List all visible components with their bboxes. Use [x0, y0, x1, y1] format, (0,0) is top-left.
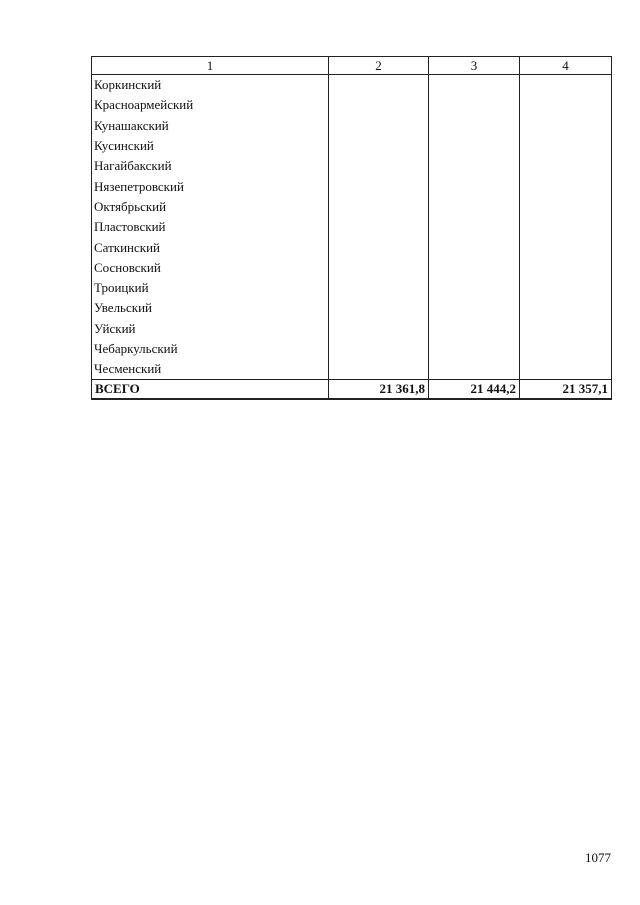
value-cell [429, 217, 520, 237]
column-header-3: 3 [429, 57, 520, 75]
page-number: 1077 [585, 850, 611, 865]
value-cell [329, 359, 429, 380]
value-cell [329, 298, 429, 318]
table-row [92, 116, 612, 136]
value-cell [520, 95, 612, 115]
table-row [92, 75, 612, 96]
column-header-2: 2 [329, 57, 429, 75]
value-cell [520, 339, 612, 359]
district-name: Чебаркульский [92, 339, 329, 359]
table-row [92, 156, 612, 176]
total-value-3: 21 444,2 [429, 380, 520, 400]
value-cell [520, 217, 612, 237]
value-cell [429, 116, 520, 136]
table-row [92, 298, 612, 318]
district-name: Увельский [92, 298, 329, 318]
value-cell [520, 298, 612, 318]
table-row [92, 197, 612, 217]
value-cell [429, 339, 520, 359]
value-cell [520, 237, 612, 257]
value-cell [520, 136, 612, 156]
value-cell [520, 75, 612, 96]
table-row [92, 258, 612, 278]
value-cell [329, 95, 429, 115]
column-header-1: 1 [92, 57, 329, 75]
value-cell [520, 258, 612, 278]
column-header-4: 4 [520, 57, 612, 75]
district-name: Коркинский [92, 75, 329, 96]
table-row [92, 339, 612, 359]
district-name: Нязепетровский [92, 176, 329, 196]
value-cell [429, 319, 520, 339]
table-row [92, 136, 612, 156]
value-cell [429, 156, 520, 176]
header-row [92, 57, 612, 75]
value-cell [329, 217, 429, 237]
value-cell [429, 176, 520, 196]
value-cell [429, 95, 520, 115]
value-cell [329, 156, 429, 176]
table-row [92, 176, 612, 196]
value-cell [429, 278, 520, 298]
district-name: Пластовский [92, 217, 329, 237]
value-cell [329, 176, 429, 196]
district-name: Красноармейский [92, 95, 329, 115]
total-value-4: 21 357,1 [520, 380, 612, 400]
value-cell [520, 156, 612, 176]
budget-table [91, 56, 612, 400]
value-cell [329, 339, 429, 359]
value-cell [520, 176, 612, 196]
value-cell [329, 197, 429, 217]
value-cell [520, 319, 612, 339]
value-cell [520, 359, 612, 380]
table-row [92, 359, 612, 380]
value-cell [329, 319, 429, 339]
value-cell [429, 298, 520, 318]
table-row [92, 217, 612, 237]
value-cell [520, 278, 612, 298]
value-cell [429, 75, 520, 96]
value-cell [329, 237, 429, 257]
value-cell [329, 278, 429, 298]
table-row [92, 237, 612, 257]
table-header [92, 57, 612, 75]
district-name: Саткинский [92, 237, 329, 257]
value-cell [429, 197, 520, 217]
value-cell [429, 136, 520, 156]
district-name: Уйский [92, 319, 329, 339]
value-cell [429, 359, 520, 380]
value-cell [329, 75, 429, 96]
district-name: Кунашакский [92, 116, 329, 136]
value-cell [520, 116, 612, 136]
district-name: Чесменский [92, 359, 329, 380]
district-name: Октябрьский [92, 197, 329, 217]
value-cell [520, 197, 612, 217]
total-value-2: 21 361,8 [329, 380, 429, 400]
value-cell [429, 258, 520, 278]
table-body [92, 75, 612, 400]
district-name: Нагайбакский [92, 156, 329, 176]
value-cell [329, 116, 429, 136]
value-cell [429, 237, 520, 257]
total-label: ВСЕГО [92, 380, 329, 400]
table-row [92, 278, 612, 298]
district-name: Троицкий [92, 278, 329, 298]
total-row [92, 380, 612, 400]
table-row [92, 95, 612, 115]
value-cell [329, 258, 429, 278]
value-cell [329, 136, 429, 156]
table-row [92, 319, 612, 339]
district-name: Кусинский [92, 136, 329, 156]
district-name: Сосновский [92, 258, 329, 278]
